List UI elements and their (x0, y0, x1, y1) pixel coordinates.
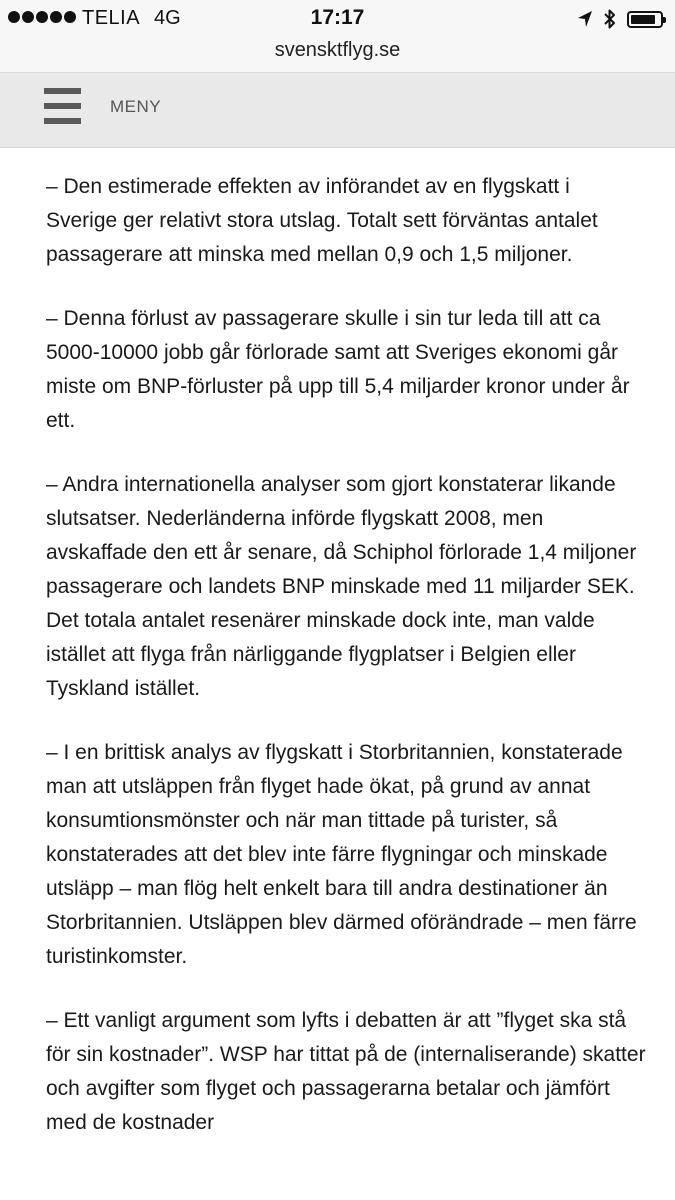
status-time: 17:17 (310, 6, 365, 29)
carrier-name: TELIA (82, 7, 141, 29)
menu-bar (0, 72, 675, 148)
battery-icon (627, 11, 663, 28)
network-type: 4G (154, 7, 181, 29)
article-body (46, 170, 646, 1170)
address-bar[interactable] (0, 38, 675, 72)
status-bar (0, 0, 675, 38)
menu-label[interactable]: MENY (110, 97, 162, 116)
bluetooth-icon (603, 8, 617, 30)
article-paragraph-3: – Andra internationella analyser som gjort konstaterar likande slutsatser. Nederländerna införde flygskatt 2008, men avskaffade den ett år senare, då Schiphol förlorade 1,4 miljoner passagerare och landets BNP minskade med 11 miljarder SEK. Det totala antalet resenärer minskade dock inte, man valde istället att flyga från närliggande flygplatser i Belgien eller Tyskland istället. (46, 473, 637, 700)
location-arrow-icon (577, 10, 593, 28)
hamburger-menu-icon[interactable] (44, 88, 81, 124)
article-paragraph-1: – Den estimerade effekten av införandet av en flygskatt i Sverige ger relativt stora utslag. Totalt sett förväntas antalet passagerare att minska med mellan 0,9 och 1,5 miljoner. (46, 175, 598, 266)
url-text: svensktflyg.se (274, 39, 401, 61)
article-paragraph-2: – Denna förlust av passagerare skulle i sin tur leda till att ca 5000-10000 jobb går förlorade samt att Sveriges ekonomi går miste om BNP-förluster på upp till 5,4 miljarder kronor under år ett. (46, 307, 630, 432)
status-icons (577, 8, 663, 30)
article-paragraph-4: – I en brittisk analys av flygskatt i Storbritannien, konstaterade man att utsläppen från flyget hade ökat, på grund av annat konsumtionsmönster och när man tittade på turister, så konstaterades att det blev inte färre flygningar och minskade utsläpp – man flög helt enkelt bara till andra destinationer än Storbritannien. Utsläppen blev därmed oförändrade – men färre turistinkomster. (46, 741, 637, 968)
article-paragraph-5: – Ett vanligt argument som lyfts i debatten är att ”flyget ska stå för sin kostnader”. WSP har tittat på de (internaliserande) skatter och avgifter som flyget och passagerarna betalar och jämfört med de kostnader (46, 1009, 646, 1134)
